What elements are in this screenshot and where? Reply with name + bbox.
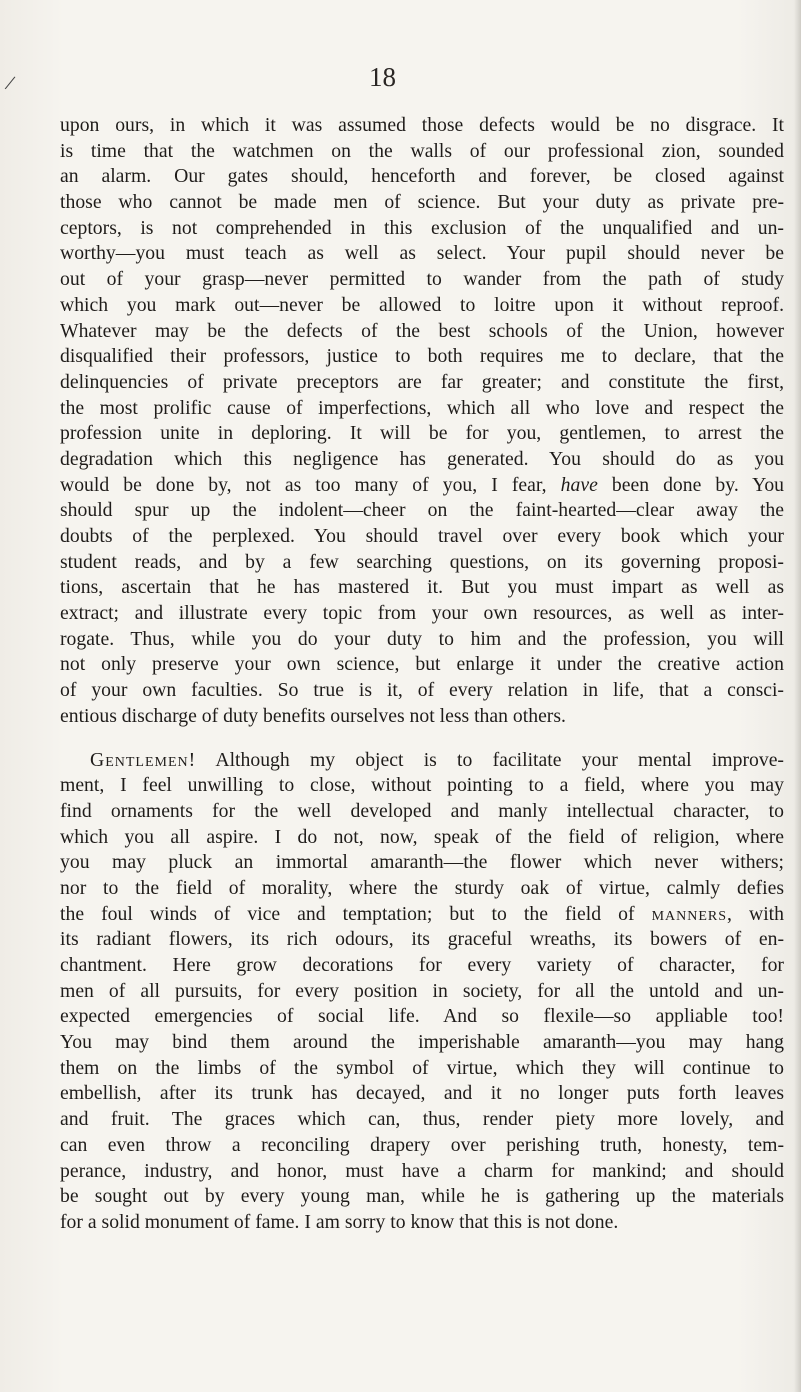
paragraph-1 xyxy=(60,113,784,730)
text-line: out of your grasp—never permitted to wander from the path of study xyxy=(60,268,784,291)
text-line: and fruit. The graces which can, thus, render piety more lovely, and xyxy=(60,1108,784,1131)
text-line: be sought out by every young man, while he is gathering up the materials xyxy=(60,1185,784,1208)
text-line: disqualified their professors, justice to both requires me to declare, that the xyxy=(60,345,784,368)
text-line: perance, industry, and honor, must have a charm for mankind; and should xyxy=(60,1159,784,1182)
text-line-with-italic xyxy=(60,473,784,499)
text-line: should spur up the indolent—cheer on the faint-hearted—clear away the xyxy=(60,499,784,522)
text-line: an alarm. Our gates should, henceforth and forever, be closed against xyxy=(60,165,784,188)
text-line: of your own faculties. So true is it, of every relation in life, that a consci- xyxy=(60,679,784,702)
text-line: degradation which this negligence has generated. You should do as you xyxy=(60,447,784,470)
text-line: not only preserve your own science, but enlarge it under the creative action xyxy=(60,653,784,676)
text-fragment: would be done by, not as too many of you, I fear, xyxy=(60,473,547,496)
text-line: you may pluck an immortal amaranth—the flower which never withers; xyxy=(60,851,784,874)
text-line: for a solid monument of fame. I am sorry to know that this is not done. xyxy=(60,1210,619,1233)
text-line: rogate. Thus, while you do your duty to him and the profession, you will xyxy=(60,627,784,650)
text-line: expected emergencies of social life. And so flexile—so appliable too! xyxy=(60,1005,784,1028)
text-line: embellish, after its trunk has decayed, and it no longer puts forth leaves xyxy=(60,1082,784,1105)
small-caps-word: manners xyxy=(651,902,728,925)
salutation: Gentlemen! xyxy=(90,748,197,771)
text-line: extract; and illustrate every topic from your own resources, as well as inter- xyxy=(60,602,784,625)
text-line: ceptors, is not comprehended in this exclusion of the unqualified and un- xyxy=(60,216,784,239)
text-line: can even throw a reconciling drapery over perishing truth, honesty, tem- xyxy=(60,1133,784,1156)
text-fragment: Although my object is to facilitate your mental improve- xyxy=(215,748,784,771)
text-line: its radiant flowers, its rich odours, its graceful wreaths, its bowers of en- xyxy=(60,928,784,951)
body-text xyxy=(60,113,784,1236)
paragraph-2 xyxy=(60,748,784,1236)
text-line: men of all pursuits, for every position in society, for all the untold and un- xyxy=(60,979,784,1002)
text-line-with-small-caps xyxy=(60,902,784,928)
text-fragment: the foul winds of vice and temptation; but to the field of xyxy=(60,902,635,925)
text-line: is time that the watchmen on the walls of our professional zion, sounded xyxy=(60,139,784,162)
text-fragment: been done by. You xyxy=(611,473,785,496)
text-line: them on the limbs of the symbol of virtue, which they will continue to xyxy=(60,1056,784,1079)
text-line: upon ours, in which it was assumed those defects would be no disgrace. It xyxy=(60,114,784,136)
text-line: tions, ascertain that he has mastered it. But you must impart as well as xyxy=(60,576,784,599)
text-line: the most prolific cause of imperfections, which all who love and respect the xyxy=(60,396,784,419)
page-number: 18 xyxy=(369,62,396,92)
italic-word: have xyxy=(560,473,598,496)
text-line: entious discharge of duty benefits ourselves not less than others. xyxy=(60,704,566,727)
text-line: You may bind them around the imperishable amaranth—you may hang xyxy=(60,1031,784,1054)
text-fragment: , with xyxy=(727,902,784,925)
margin-mark: / xyxy=(3,69,18,96)
text-line: student reads, and by a few searching questions, on its governing proposi- xyxy=(60,550,784,573)
text-line: find ornaments for the well developed and manly intellectual character, to xyxy=(60,799,784,822)
page-edge-shadow xyxy=(794,0,801,1392)
text-line-with-salutation xyxy=(60,748,784,774)
text-line: which you all aspire. I do not, now, speak of the field of religion, where xyxy=(60,825,784,848)
text-line: doubts of the perplexed. You should travel over every book which your xyxy=(60,525,784,547)
text-line: Whatever may be the defects of the best schools of the Union, however xyxy=(60,319,784,342)
paragraph-gap xyxy=(60,730,784,748)
text-line: ment, I feel unwilling to close, without pointing to a field, where you may xyxy=(60,774,784,797)
text-line: worthy—you must teach as well as select. Your pupil should never be xyxy=(60,242,784,265)
text-line: which you mark out—never be allowed to loitre upon it without reproof. xyxy=(60,293,784,316)
text-line: nor to the field of morality, where the sturdy oak of virtue, calmly defies xyxy=(60,876,784,899)
text-line: those who cannot be made men of science. But your duty as private pre- xyxy=(60,191,784,214)
text-line: chantment. Here grow decorations for every variety of character, for xyxy=(60,954,784,976)
text-line: delinquencies of private preceptors are far greater; and constitute the first, xyxy=(60,370,784,393)
text-line: profession unite in deploring. It will be for you, gentlemen, to arrest the xyxy=(60,422,784,445)
